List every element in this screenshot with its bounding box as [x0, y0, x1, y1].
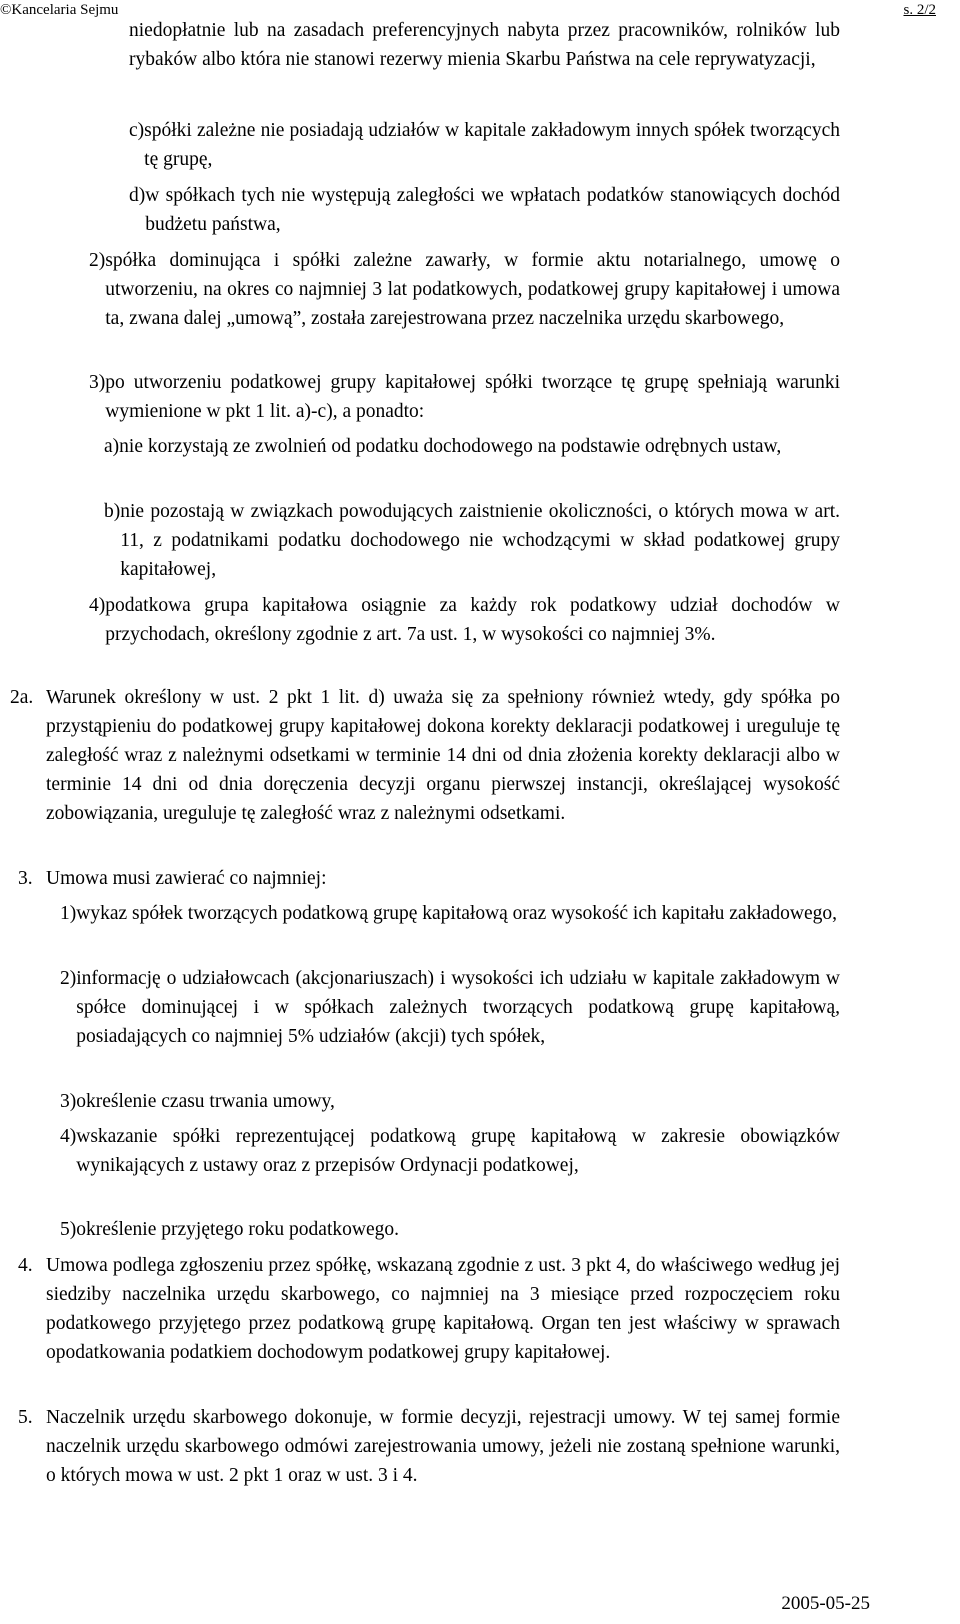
ust-3-item-1-number: 1) — [60, 903, 77, 924]
ust-3-text: Umowa musi zawierać co najmniej: — [46, 868, 327, 889]
point-3-text: po utworzeniu podatkowej grupy kapitałowej spółki tworzące tę grupę spełniają warunki wymienione w pkt 1 lit. a)-c), a ponadto: — [105, 372, 840, 422]
point-2-text: spółka dominująca i spółki zależne zawarły, w formie aktu notarialnego, umowę o utworzeniu, na okres co najmniej 3 lat podatkowych, podatkowej grupy kapitałowej i umowa ta, zwana dalej „umową”, została zarejestrowana przez naczelnika urzędu skarbowego, — [105, 250, 840, 329]
ust-3-item-2-text: informację o udziałowcach (akcjonariuszach) i wysokości ich udziału w kapitale zakładowym w spółce dominującej i w spółkach zależnych tworzących podatkową grupę kapitałową, posiadających co najmniej 5% udziałów (akcji) tych spółek, — [76, 968, 840, 1047]
point-3b-text: nie pozostają w związkach powodujących zaistnienie okoliczności, o których mowa w art. 11, z podatnikami podatku dochodowego nie wchodzącymi w skład podatkowej grupy kapitałowej, — [120, 501, 840, 580]
point-4-text: podatkowa grupa kapitałowa osiągnie za każdy rok podatkowy udział dochodów w przychodach, określony zgodnie z art. 7a ust. 1, w wysokości co najmniej 3%. — [105, 595, 840, 645]
point-3a — [104, 432, 840, 461]
ust-3-item-4-text: wskazanie spółki reprezentującej podatkową grupę kapitałową w zakresie obowiązków wynikających z ustawy oraz z przepisów Ordynacji podatkowej, — [76, 1126, 840, 1176]
ust-3-item-1 — [60, 899, 840, 928]
ust-2a-number: 2a. — [10, 687, 34, 708]
point-4-number: 4) — [89, 595, 106, 616]
point-2 — [89, 246, 840, 333]
ust-5-number: 5. — [18, 1407, 33, 1428]
ust-4-text: Umowa podlega zgłoszeniu przez spółkę, wskazaną zgodnie z ust. 3 pkt 4, do właściwego według jej siedziby naczelnika urzędu skarbowego, co najmniej na 3 miesiące przed rozpoczęciem roku podatkowego przyjętego przez podatkową grupę kapitałową. Organ ten jest właściwy w sprawach opodatkowania podatkiem dochodowym podatkowej grupy kapitałowej. — [46, 1255, 840, 1363]
item-d — [129, 181, 840, 239]
ust-4 — [18, 1251, 840, 1367]
ust-3-item-5-text: określenie przyjętego roku podatkowego. — [76, 1219, 399, 1240]
point-3 — [89, 368, 840, 426]
ust-5-text: Naczelnik urzędu skarbowego dokonuje, w formie decyzji, rejestracji umowy. W tej samej formie naczelnik urzędu skarbowego odmówi zarejestrowania umowy, jeżeli nie zostaną spełnione warunki, o których mowa w ust. 2 pkt 1 oraz w ust. 3 i 4. — [46, 1407, 840, 1486]
intro-paragraph: niedopłatnie lub na zasadach preferencyjnych nabyta przez pracowników, rolników lub rybaków albo która nie stanowi rezerwy mienia Skarbu Państwa na cele reprywatyzacji, — [129, 20, 840, 70]
document-date: 2005-05-25 — [781, 1593, 870, 1614]
ust-3-item-4 — [60, 1122, 840, 1180]
ust-3-item-2 — [60, 964, 840, 1051]
point-3b — [104, 497, 840, 584]
ust-3-number: 3. — [18, 868, 33, 889]
point-3-number: 3) — [89, 372, 106, 393]
ust-3-item-5-number: 5) — [60, 1219, 77, 1240]
ust-3-item-3 — [60, 1087, 840, 1116]
item-c-text: spółki zależne nie posiadają udziałów w kapitale zakładowym innych spółek tworzących tę grupę, — [144, 120, 840, 170]
item-c — [129, 116, 840, 174]
item-d-number: d) — [129, 185, 146, 206]
point-2-number: 2) — [89, 250, 106, 271]
item-c-number: c) — [129, 120, 145, 141]
ust-3 — [18, 864, 840, 893]
page-number: s. 2/2 — [903, 2, 936, 18]
ust-3-item-1-text: wykaz spółek tworzących podatkową grupę kapitałową oraz wysokość ich kapitału zakładowego, — [76, 903, 838, 924]
ust-2a — [10, 683, 840, 828]
ust-4-number: 4. — [18, 1255, 33, 1276]
ust-5 — [18, 1403, 840, 1490]
item-d-text: w spółkach tych nie występują zaległości we wpłatach podatków stanowiących dochód budżetu państwa, — [145, 185, 840, 235]
ust-3-item-3-text: określenie czasu trwania umowy, — [76, 1091, 335, 1112]
ust-3-item-4-number: 4) — [60, 1126, 77, 1147]
ust-2a-text: Warunek określony w ust. 2 pkt 1 lit. d) uważa się za spełniony również wtedy, gdy spółka po przystąpieniu do podatkowej grupy kapitałowej dokona korekty deklaracji podatkowej i ureguluje tę zaległość wraz z należnymi odsetkami w terminie 14 dni od dnia złożenia korekty deklaracji albo w terminie 14 dni od dnia doręczenia decyzji organu pierwszej instancji, określającej wysokość zobowiązania, ureguluje tę zaległość wraz z należnymi odsetkami. — [46, 687, 840, 824]
ust-3-item-2-number: 2) — [60, 968, 77, 989]
point-3a-number: a) — [104, 436, 120, 457]
point-4 — [89, 591, 840, 649]
ust-3-item-5 — [60, 1215, 840, 1244]
point-3a-text: nie korzystają ze zwolnień od podatku dochodowego na podstawie odrębnych ustaw, — [119, 436, 782, 457]
ust-3-item-3-number: 3) — [60, 1091, 77, 1112]
copyright-header: ©Kancelaria Sejmu — [0, 2, 119, 18]
point-3b-number: b) — [104, 501, 121, 522]
